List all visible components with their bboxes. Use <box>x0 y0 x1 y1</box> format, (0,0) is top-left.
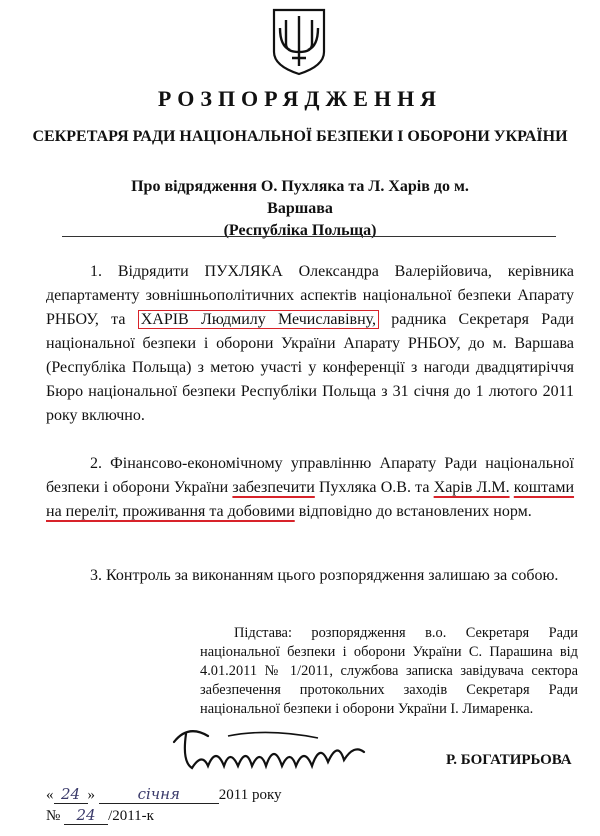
paragraph-1-start: 1. Відрядити ПУХЛЯКА Олександра Валерійовича, керівника департаменту зовнішньополітичних аспектів національної безпеки Апарату РНБОУ, та <box>46 263 574 328</box>
underlined-name: Харів Л.М. <box>433 479 510 496</box>
trident-icon <box>270 6 328 76</box>
signatory-name: Р. БОГАТИРЬОВА <box>446 752 572 768</box>
handwritten-signature <box>168 722 374 778</box>
number-prefix: № <box>46 808 61 824</box>
document-number <box>46 806 154 825</box>
document-title: РОЗПОРЯДЖЕННЯ <box>157 86 443 111</box>
date-close-quote: » <box>87 787 95 803</box>
date-month: січня <box>99 785 219 804</box>
number-suffix: /2011-к <box>108 808 154 824</box>
underlined-provide: забезпечити <box>232 479 315 496</box>
paragraph-2-part-1: 2. Фінансово-економічному управлінню Апарату Ради національної безпеки і оборони України <box>46 455 574 496</box>
subject-divider <box>62 236 556 237</box>
paragraph-2-part-2: Пухляка О.В. та <box>314 479 434 496</box>
document-subject <box>100 176 500 242</box>
subject-line-2: (Республіка Польща) <box>223 222 377 239</box>
date-day: 24 <box>54 785 88 804</box>
paragraph-1 <box>46 260 574 428</box>
document-issuer: СЕКРЕТАРЯ РАДИ НАЦІОНАЛЬНОЇ БЕЗПЕКИ І ОБОРОНИ УКРАЇНИ <box>32 128 568 145</box>
paragraph-3: 3. Контроль за виконанням цього розпорядження залишаю за собою. <box>90 567 559 584</box>
paragraph-2 <box>46 452 574 524</box>
date-open-quote: « <box>46 787 54 803</box>
subject-line-1: Про відрядження О. Пухляка та Л. Харів до м. Варшава <box>131 178 469 217</box>
date-line <box>46 785 282 804</box>
paragraph-1-end: радника Секретаря Ради національної безпеки і оборони України Апарату РНБОУ, до м. Варшава (Республіка Польща) з метою участі у конференції з нагоди двадцятиріччя Бюро національної безпеки Республіки Польща з 31 січня до 1 лютого 2011 року включно. <box>46 311 574 424</box>
paragraph-2-part-4: відповідно до встановлених норм. <box>294 503 532 520</box>
highlighted-name: ХАРІВ Людмилу Мечиславівну, <box>138 310 379 329</box>
underlined-funds: коштами на переліт, проживання та добовими <box>46 479 575 520</box>
basis-note: Підстава: розпорядження в.о. Секретаря Ради національної безпеки і оборони України С. Парашина від 4.01.2011 № 1/2011, службова записка завідувача сектора забезпечення протокольних заходів Секретаря Ради національної безпеки і оборони України І. Лимаренка. <box>200 625 578 717</box>
date-year: 2011 року <box>218 787 282 803</box>
number-value: 24 <box>64 806 108 825</box>
